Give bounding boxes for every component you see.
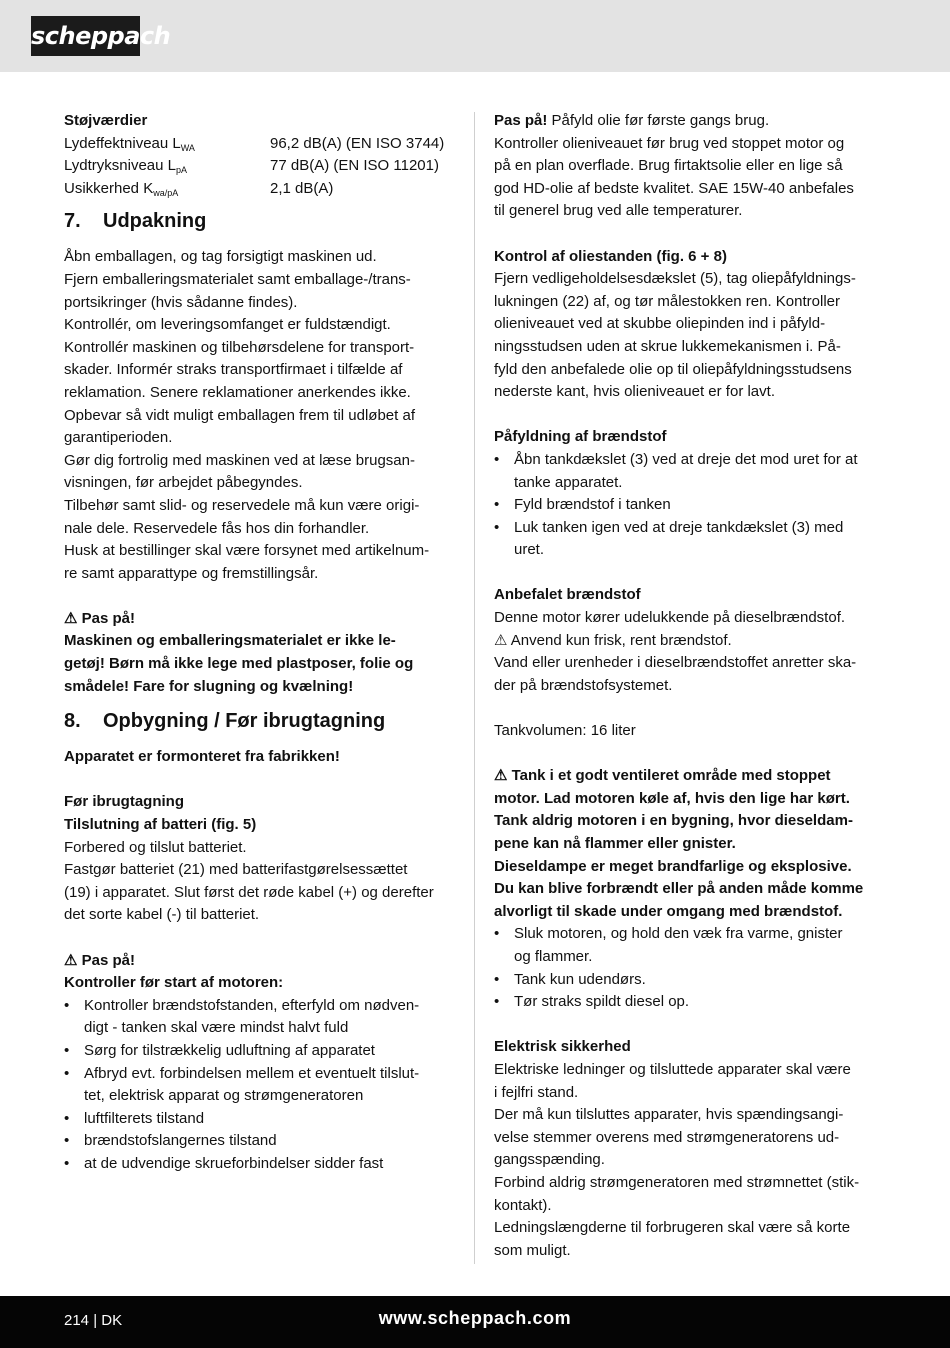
noise-value: 77 dB(A) (EN ISO 11201) [270,157,439,175]
text-line: Der må kun tilsluttes apparater, hvis spændingsangi- [494,1106,844,1124]
list-item-line: uret. [514,541,545,559]
fuel-list [494,449,886,562]
elec-text [494,1059,886,1262]
list-item-line: • at de udvendige skrueforbindelser sidder fast [84,1154,384,1172]
text-line: lukningen (22) af, og tør målestokken ren. Kontroller [494,292,841,310]
warning-2-title: ⚠ Pas på! [64,951,135,969]
text-line: Gør dig fortrolig med maskinen ved at læse brugsan- [64,451,415,469]
noise-label: Usikkerhed K [64,179,154,197]
oil-text [494,133,886,223]
list-item [494,923,886,968]
oilcheck-title: Kontrol af oliestanden (fig. 6 + 8) [494,247,727,265]
text-line: Fjern emballeringsmaterialet samt emballage-/trans- [64,270,411,288]
battery-title: Tilslutning af batteri (fig. 5) [64,816,257,834]
text-line: Fjern vedligeholdelsesdækslet (5), tag oliepåfyldnings- [494,270,856,288]
list-item [494,969,886,992]
noise-label: Lydtryksniveau L [64,157,177,175]
text-line: visningen, før arbejdet påbegyndes. [64,474,303,492]
right-column [494,110,886,1262]
text-line: til generel brug ved alle temperaturer. [494,202,743,220]
text-line: nederste kant, hvis olieniveauet er for lavt. [494,383,775,401]
page-number: 214 | DK [64,1312,123,1329]
text-line: Kontroller olieniveauet før brug ved stoppet motor og [494,134,845,152]
text-line: Du kan blive forbrændt eller på anden måde komme [494,880,864,898]
noise-row [64,155,456,178]
list-item-line: • brændstofslangernes tilstand [84,1132,277,1150]
text-line: ningsstudsen uden at skrue lukkemekanismen i. På- [494,337,841,355]
list-item [64,1063,456,1108]
noise-sub: wa/pA [153,187,179,198]
noise-title: Støjværdier [64,112,148,129]
text-line: pene kan nå flammer eller gnister. [494,835,736,852]
text-line: Dieseldampe er meget brandfarlige og eksplosive. [494,857,852,875]
recfuel-title: Anbefalet brændstof [494,586,641,604]
page-footer [0,1296,950,1348]
text-line: Ledningslængderne til forbrugeren skal være så korte [494,1219,851,1237]
noise-row [64,133,456,156]
list-item [64,1130,456,1153]
unpack-text [64,246,456,585]
warning-1-title: ⚠ Pas på! [64,609,135,627]
recfuel-text [494,607,886,697]
list-item-line: • Fyld brændstof i tanken [514,496,671,514]
elec-title: Elektrisk sikkerhed [494,1038,631,1056]
list-item [64,995,456,1040]
oil-warning: Pas på! Påfyld olie før første gangs brug. [494,112,770,129]
text-line: det sorte kabel (-) til batteriet. [64,906,260,924]
list-item [494,494,886,517]
text-line: Kontrollér, om leveringsomfanget er fuldstændigt. [64,316,391,334]
text-line: Opbevar så vidt muligt emballagen frem til udløbet af [64,406,415,424]
list-item-line: • Tank kun udendørs. [514,970,646,988]
list-item [64,1153,456,1176]
text-line: fyld den anbefalede olie op til oliepåfyldningsstudsens [494,360,852,378]
text-line: skader. Informér straks transportfirmaet i tilfælde af [64,361,403,379]
text-line: (19) i apparatet. Slut først det røde kabel (+) og derefter [64,883,434,901]
before-title: Før ibrugtagning [64,793,184,811]
section-8-heading: 8. Opbygning / Før ibrugtagning [64,710,386,733]
text-line: getøj! Børn må ikke lege med plastposer, folie og [64,655,414,673]
list-item-line: tanke apparatet. [514,473,623,491]
section-7-heading: 7. Udpakning [64,210,207,233]
text-line: velse stemmer overens med strømgeneratorens ud- [494,1128,840,1146]
text-line: motor. Lad motoren køle af, hvis den lige har kørt. [494,789,850,807]
brand-logo: scheppach [31,16,140,56]
text-line: olieniveauet ved at skubbe oliepinden ind i påfyld- [494,315,826,333]
text-line: der på brændstofsystemet. [494,676,673,694]
text-line: garantiperioden. [64,429,173,447]
tank-volume: Tankvolumen: 16 liter [494,722,636,740]
list-item-line: • Kontroller brændstofstanden, efterfyld om nødven- [84,996,420,1014]
left-column [64,110,456,1176]
text-line: som muligt. [494,1241,571,1259]
check-title: Kontroller før start af motoren: [64,974,284,992]
noise-value: 96,2 dB(A) (EN ISO 3744) [270,134,445,152]
tank-warning [494,765,886,923]
text-line: portsikringer (hvis sådanne findes). [64,293,298,311]
text-line: på en plan overflade. Brug firtaktsolie eller en lige så [494,157,843,175]
text-line: Forbind aldrig strømgeneratoren med strømnettet (stik- [494,1173,860,1191]
list-item-line: • Luk tanken igen ved at dreje tankdækslet (3) med [514,518,844,536]
text-line: Maskinen og emballeringsmaterialet er ikke le- [64,632,396,650]
fuel-title: Påfyldning af brændstof [494,428,667,446]
list-item [494,517,886,562]
noise-row [64,178,456,201]
text-line: smådele! Fare for slugning og kvælning! [64,677,354,695]
text-line: ⚠ Anvend kun frisk, rent brændstof. [494,631,732,649]
text-line: Elektriske ledninger og tilsluttede apparater skal være [494,1060,851,1078]
list-item-line: og flammer. [514,947,593,965]
text-line: gangsspænding. [494,1151,605,1169]
text-line: nale dele. Reservedele fås hos din forhandler. [64,519,370,537]
column-divider [474,112,475,1264]
list-item-line: tet, elektrisk apparat og strømgeneratoren [84,1087,364,1105]
check-list [64,995,456,1176]
list-item [64,1108,456,1131]
text-line: Tank aldrig motoren i en bygning, hvor dieseldam- [494,812,853,830]
noise-label: Lydeffektniveau L [64,134,181,152]
oilcheck-text [494,268,886,404]
list-item-line: • Sørg for tilstrækkelig udluftning af apparatet [84,1041,375,1059]
text-line: Kontrollér maskinen og tilbehørsdelene for transport- [64,338,415,356]
text-line: Denne motor kører udelukkende på dieselbrændstof. [494,609,846,627]
list-item [494,449,886,494]
battery-text [64,837,456,927]
noise-value: 2,1 dB(A) [270,179,334,197]
text-line: Fastgør batteriet (21) med batterifastgørelsessættet [64,861,408,879]
text-line: ⚠ Tank i et godt ventileret område med stoppet [494,767,831,785]
list-item-line: • luftfilterets tilstand [84,1109,205,1127]
text-line: kontakt). [494,1196,552,1214]
noise-sub: WA [180,142,195,153]
text-line: alvorligt til skade under omgang med brændstof. [494,902,843,920]
list-item-line: • Tør straks spildt diesel op. [514,993,690,1011]
preassembled-note: Apparatet er formonteret fra fabrikken! [64,748,340,766]
tank-list [494,923,886,1013]
text-line: Tilbehør samt slid- og reservedele må kun være origi- [64,496,420,514]
noise-sub: pA [176,165,188,176]
list-item-line: • Sluk motoren, og hold den væk fra varme, gnister [514,925,843,943]
text-line: i fejlfri stand. [494,1083,579,1101]
text-line: Vand eller urenheder i dieselbrændstoffet anretter ska- [494,654,857,672]
list-item-line: digt - tanken skal være mindst halvt fuld [84,1019,349,1037]
text-line: god HD-olie af bedste kvalitet. SAE 15W-40 anbefales [494,179,854,197]
list-item [64,1040,456,1063]
list-item-line: • Åbn tankdækslet (3) ved at dreje det mod uret for at [514,450,858,468]
warning-1-text [64,630,456,698]
text-line: Åbn emballagen, og tag forsigtigt maskinen ud. [64,248,377,266]
text-line: reklamation. Senere reklamationer anerkendes ikke. [64,383,411,401]
list-item-line: • Afbryd evt. forbindelsen mellem et eventuelt tilslut- [84,1064,420,1082]
page-header [0,0,950,72]
list-item [494,991,886,1014]
text-line: Husk at bestillinger skal være forsynet med artikelnum- [64,542,430,560]
text-line: re samt apparattype og fremstillingsår. [64,564,319,582]
website-url: www.scheppach.com [378,1308,572,1328]
text-line: Forbered og tilslut batteriet. [64,838,247,856]
